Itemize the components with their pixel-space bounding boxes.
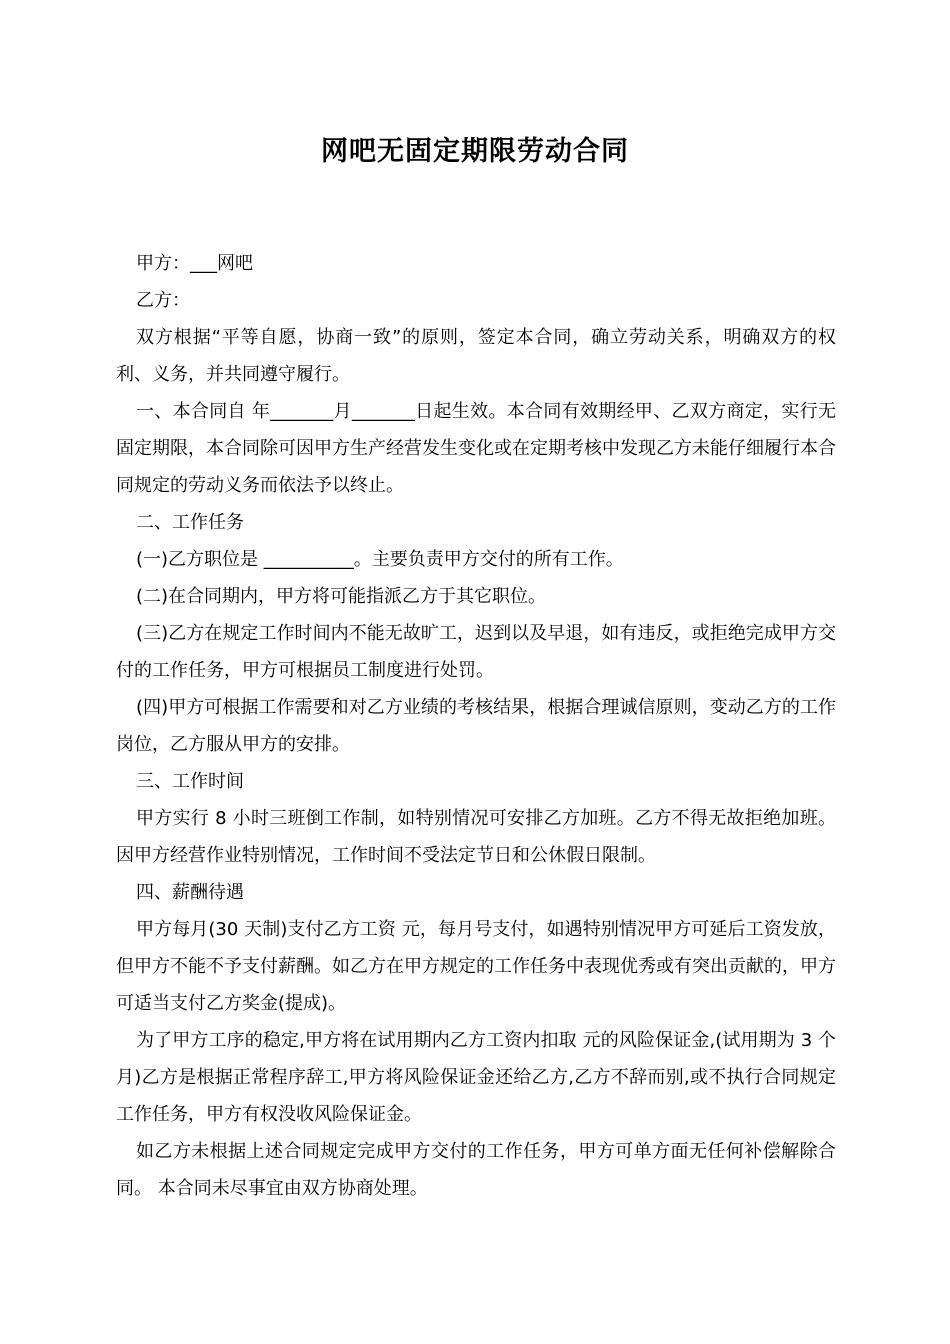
deposit-paragraph: 为了甲方工序的稳定,甲方将在试用期内乙方工资内扣取 元的风险保证金,(试用期为 3 个月)乙方是根据正常程序辞工,甲方将风险保证金还给乙方,乙方不辞而别,或不执行合同规定工作任务，甲方有权没收风险保证金。	[116, 1030, 836, 1125]
task-item-1: (一)乙方职位是 __________。主要负责甲方交付的所有工作。	[136, 549, 624, 570]
section-heading-work-tasks: 二、工作任务	[136, 512, 244, 533]
section-heading-work-hours: 三、工作时间	[136, 771, 244, 792]
party-b-line: 乙方：	[136, 290, 190, 311]
document-body	[116, 245, 836, 1207]
section-heading-salary: 四、薪酬待遇	[136, 882, 244, 903]
task-item-2: (二)在合同期内，甲方将可能指派乙方于其它职位。	[136, 586, 547, 607]
clause-1-paragraph: 一、本合同自 年_______月_______日起生效。本合同有效期经甲、乙双方商定，实行无固定期限，本合同除可因甲方生产经营发生变化或在定期考核中发现乙方未能仔细履行本合同规定的劳动义务而依法予以终止。	[116, 401, 836, 496]
termination-paragraph: 如乙方未根据上述合同规定完成甲方交付的工作任务，甲方可单方面无任何补偿解除合同。 本合同未尽事宜由双方协商处理。	[116, 1141, 836, 1199]
document-title: 网吧无固定期限劳动合同	[321, 136, 629, 167]
party-a-line: 甲方：___网吧	[136, 253, 253, 274]
task-item-3: (三)乙方在规定工作时间内不能无故旷工，迟到以及早退，如有违反，或拒绝完成甲方交付的工作任务，甲方可根据员工制度进行处罚。	[116, 623, 836, 681]
preamble-paragraph: 双方根据“平等自愿，协商一致”的原则，签定本合同，确立劳动关系，明确双方的权利、义务，并共同遵守履行。	[116, 327, 836, 385]
salary-paragraph: 甲方每月(30 天制)支付乙方工资 元，每月号支付，如遇特别情况甲方可延后工资发放，但甲方不能不予支付薪酬。如乙方在甲方规定的工作任务中表现优秀或有突出贡献的，甲方可适当支付乙方奖金(提成)。	[116, 919, 836, 1014]
work-hours-paragraph: 甲方实行 8 小时三班倒工作制，如特别情况可安排乙方加班。乙方不得无故拒绝加班。 因甲方经营作业特别情况，工作时间不受法定节日和公休假日限制。	[116, 808, 836, 866]
task-item-4: (四)甲方可根据工作需要和对乙方业绩的考核结果，根据合理诚信原则，变动乙方的工作岗位，乙方服从甲方的安排。	[116, 697, 836, 755]
